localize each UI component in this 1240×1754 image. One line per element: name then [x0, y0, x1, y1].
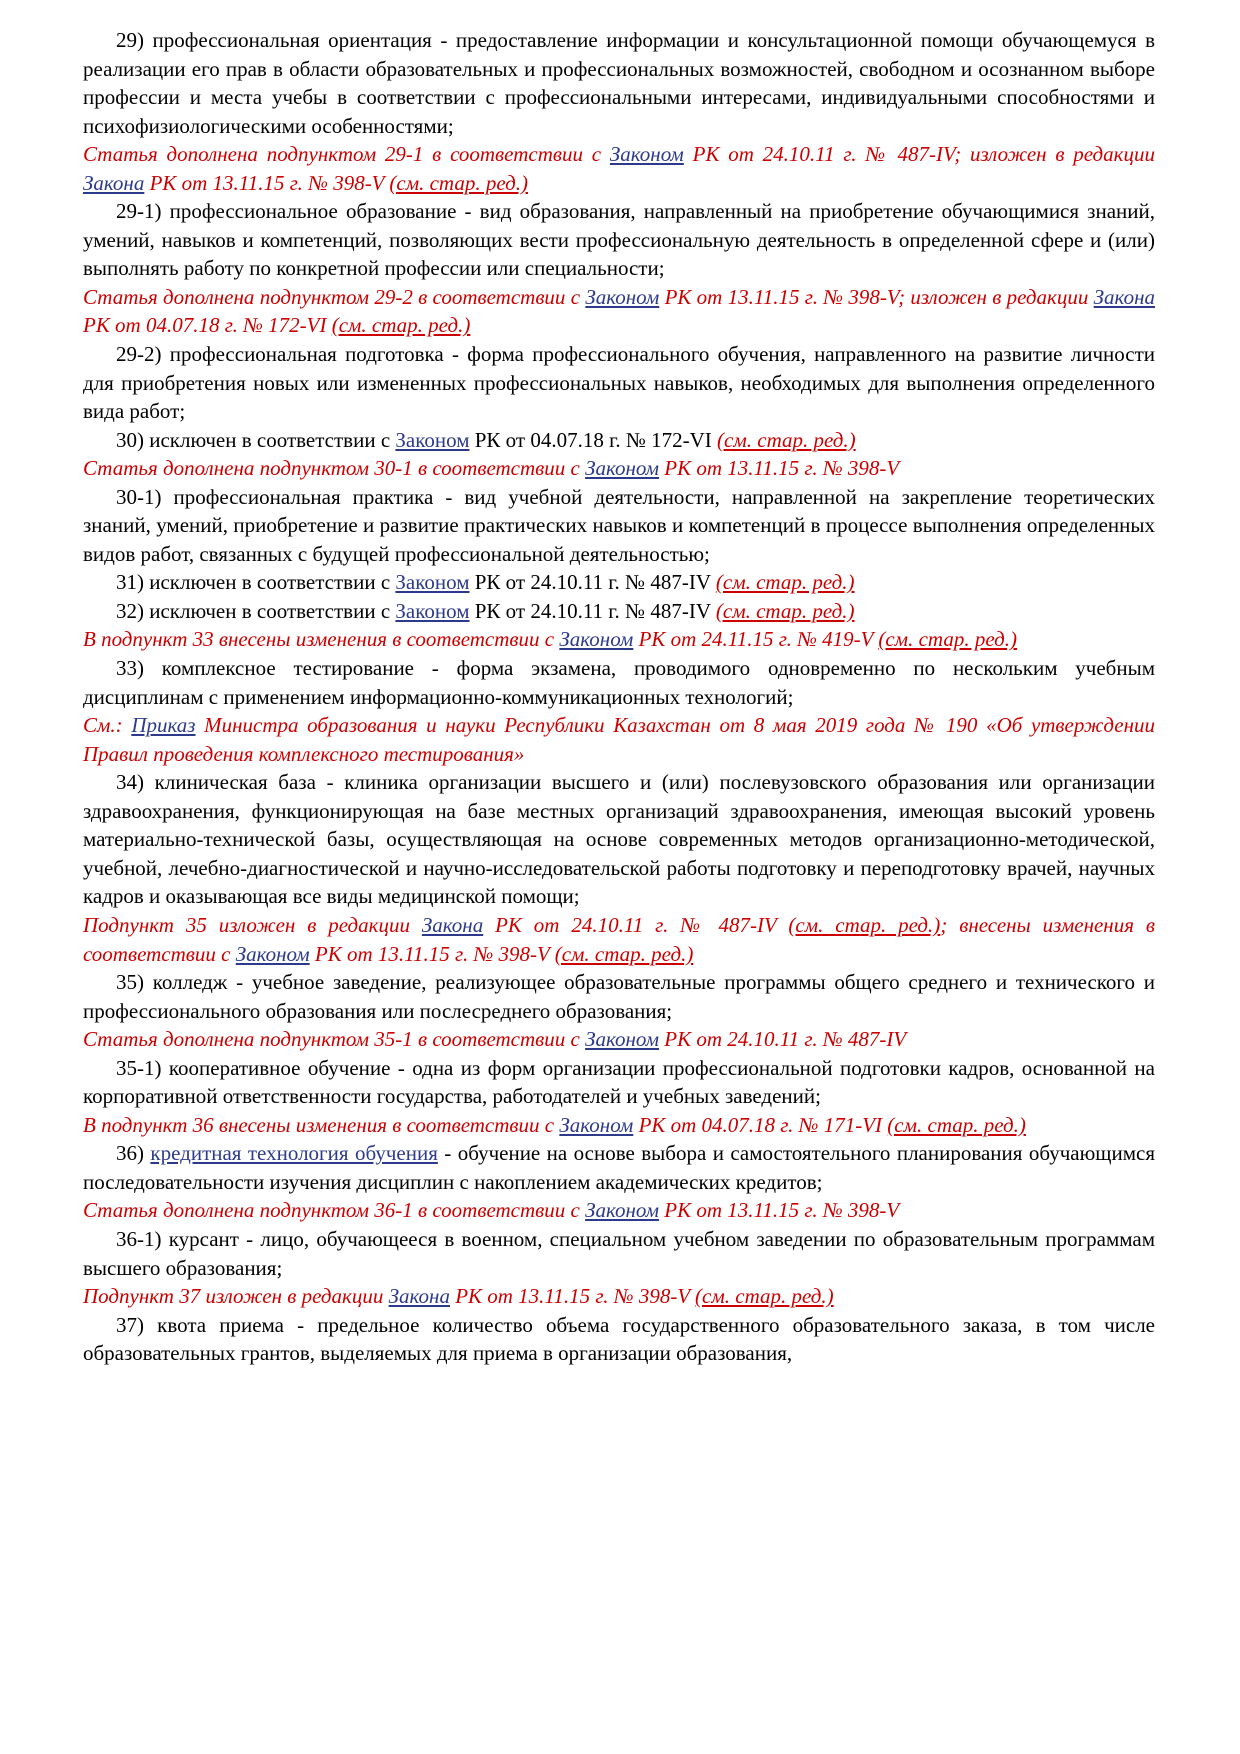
- text-run: РК от 13.11.15 г. № 398-V; изложен в редакции: [659, 284, 1094, 309]
- old-revision-link[interactable]: (см. стар. ред.): [715, 598, 855, 623]
- text-run: 31) исключен в соответствии с: [116, 570, 396, 595]
- old-revision-link[interactable]: (см. стар. ред.): [788, 912, 941, 937]
- text-run: - обучение на основе выбора и самостоятельного планирования обучающимся последовательности изучения дисциплин с накоплением академических кредитов;: [83, 1141, 1155, 1194]
- body-paragraph: [83, 768, 1155, 911]
- body-paragraph: [83, 1311, 1155, 1368]
- law-reference-link[interactable]: Законом: [585, 456, 660, 481]
- body-paragraph: [83, 1225, 1155, 1282]
- text-run: 34) клиническая база - клиника организации высшего и (или) послевузовского образования или организации здравоохранения, функционирующая на базе местных организаций здравоохранения, имеющая высокий уровень материально-технической базы, осуществляющая на основе современных методов организационно-методической, учебной, лечебно-диагностической и научно-исследовательской работы подготовку и переподготовку врачей, научных кадров и оказывающая все виды медицинской помощи;: [83, 770, 1155, 909]
- text-run: 29-2) профессиональная подготовка - форма профессионального обучения, направленного на развитие личности для приобретения новых или измененных профессиональных навыков, необходимых для выполнения определенного вида работ;: [83, 342, 1155, 424]
- text-run: РК от 24.10.11 г. № 487-IV: [483, 912, 789, 937]
- amendment-annotation: [83, 1025, 1155, 1054]
- text-run: 35-1) кооперативное обучение - одна из форм организации профессиональной подготовки кадров, основанной на корпоративной ответственности государства, работодателей и учебных заведений;: [83, 1055, 1155, 1109]
- text-run: В подпункт 33 внесены изменения в соответствии с: [83, 627, 560, 652]
- law-reference-link[interactable]: Законом: [395, 598, 470, 623]
- text-run: РК от 13.11.15 г. № 398-V: [449, 1284, 696, 1309]
- text-run: РК от 13.11.15 г. № 398-V: [659, 456, 900, 481]
- amendment-annotation: [83, 711, 1155, 768]
- text-run: Статья дополнена подпунктом 35-1 в соответствии с: [83, 1027, 586, 1052]
- text-run: Статья дополнена подпунктом 36-1 в соответствии с: [83, 1198, 586, 1223]
- body-paragraph: [83, 26, 1155, 140]
- text-run: РК от 24.11.15 г. № 419-V: [633, 627, 879, 652]
- body-paragraph: [83, 340, 1155, 426]
- text-run: Статья дополнена подпунктом 30-1 в соответствии с: [83, 456, 586, 481]
- law-reference-link[interactable]: Законом: [609, 142, 684, 167]
- text-run: РК от 13.11.15 г. № 398-V: [659, 1198, 900, 1223]
- text-run: 33) комплексное тестирование - форма экзамена, проводимого одновременно по нескольким учебным дисциплинам с применением информационно-коммуникационных технологий;: [83, 656, 1155, 709]
- law-reference-link[interactable]: Закона: [83, 170, 145, 195]
- text-run: Подпункт 35 изложен в редакции: [83, 912, 422, 937]
- old-revision-link[interactable]: (см. стар. ред.): [878, 627, 1017, 652]
- law-reference-link[interactable]: кредитная технология обучения: [150, 1141, 438, 1166]
- text-run: Статья дополнена подпунктом 29-2 в соответствии с: [83, 284, 586, 309]
- old-revision-link[interactable]: (см. стар. ред.): [331, 313, 471, 338]
- text-run: Министра образования и науки Республики Казахстан от 8 мая 2019 года № 190 «Об утверждении Правил проведения комплексного тестирования»: [83, 713, 1155, 766]
- old-revision-link[interactable]: (см. стар. ред.): [554, 941, 694, 966]
- law-reference-link[interactable]: Законом: [395, 427, 470, 452]
- text-run: РК от 24.10.11 г. № 487-IV: [469, 598, 716, 623]
- text-run: 36-1) курсант - лицо, обучающееся в военном, специальном учебном заведении по образовательным программам высшего образования;: [83, 1226, 1155, 1280]
- body-paragraph: [83, 197, 1155, 283]
- law-reference-link[interactable]: Закона: [421, 912, 484, 937]
- text-run: 30-1) профессиональная практика - вид учебной деятельности, направленной на закрепление теоретических знаний, умений, приобретение и развитие практических навыков и компетенций в процессе выполнения определенных видов работ, связанных с будущей профессиональной деятельностью;: [83, 484, 1155, 566]
- text-run: РК от 13.11.15 г. № 398-V: [144, 170, 390, 195]
- amendment-annotation: [83, 140, 1155, 197]
- amendment-annotation: [83, 911, 1155, 968]
- text-run: 29) профессиональная ориентация - предоставление информации и консультационной помощи обучающемуся в реализации его прав в области образовательных и профессиональных возможностей, свободном и осознанном выборе профессии и места учебы в соответствии с профессиональными интересами, индивидуальными способностями и психофизиологическими особенностями;: [83, 28, 1155, 138]
- amendment-annotation: [83, 625, 1155, 654]
- text-run: РК от 04.07.18 г. № 172-VI: [469, 427, 718, 452]
- amendment-annotation: [83, 454, 1155, 483]
- text-run: 35) колледж - учебное заведение, реализующее образовательные программы общего среднего и технического и профессионального образования или послесреднего образования;: [83, 970, 1155, 1023]
- law-reference-link[interactable]: Законом: [395, 570, 470, 595]
- law-reference-link[interactable]: Закона: [388, 1284, 450, 1309]
- old-revision-link[interactable]: (см. стар. ред.): [887, 1112, 1026, 1137]
- old-revision-link[interactable]: (см. стар. ред.): [695, 1284, 834, 1309]
- law-reference-link[interactable]: Законом: [585, 284, 660, 309]
- text-run: РК от 13.11.15 г. № 398-V: [309, 941, 555, 966]
- amendment-annotation: [83, 283, 1155, 340]
- text-run: 37) квота приема - предельное количество объема государственного образовательного заказа, в том числе образовательных грантов, выделяемых для приема в организации образования,: [83, 1312, 1155, 1366]
- text-run: ; внесены изменения в соответствии с: [83, 912, 1155, 966]
- body-paragraph: [83, 654, 1155, 711]
- text-run: 29-1) профессиональное образование - вид образования, направленный на приобретение обучающимися знаний, умений, навыков и компетенций, позволяющих вести профессиональную деятельность в определенной сфере и (или) выполнять работу по конкретной профессии или специальности;: [83, 199, 1155, 281]
- law-reference-link[interactable]: Законом: [585, 1027, 660, 1052]
- body-paragraph: [83, 968, 1155, 1025]
- law-reference-link[interactable]: Закона: [1093, 284, 1155, 309]
- body-paragraph: [83, 1054, 1155, 1111]
- old-revision-link[interactable]: (см. стар. ред.): [717, 427, 856, 452]
- text-run: В подпункт 36 внесены изменения в соответствии с: [83, 1112, 560, 1137]
- text-run: РК от 04.07.18 г. № 172-VI: [83, 313, 332, 338]
- text-run: РК от 24.10.11 г. № 487-IV: [469, 570, 716, 595]
- document-body: [83, 26, 1155, 1368]
- body-paragraph: [83, 426, 1155, 455]
- amendment-annotation: [83, 1196, 1155, 1225]
- law-reference-link[interactable]: Законом: [235, 941, 310, 966]
- amendment-annotation: [83, 1111, 1155, 1140]
- text-run: Статья дополнена подпунктом 29-1 в соответствии с: [83, 142, 610, 167]
- text-run: РК от 24.10.11 г. № 487-IV; изложен в редакции: [683, 142, 1156, 167]
- text-run: РК от 24.10.11 г. № 487-IV: [659, 1027, 907, 1052]
- body-paragraph: [83, 1139, 1155, 1196]
- text-run: РК от 04.07.18 г. № 171-VI: [633, 1112, 888, 1137]
- body-paragraph: [83, 597, 1155, 626]
- text-run: 30) исключен в соответствии с: [116, 427, 396, 452]
- body-paragraph: [83, 568, 1155, 597]
- old-revision-link[interactable]: (см. стар. ред.): [715, 570, 855, 595]
- text-run: Подпункт 37 изложен в редакции: [83, 1284, 389, 1309]
- law-reference-link[interactable]: Приказ: [131, 713, 196, 738]
- old-revision-link[interactable]: (см. стар. ред.): [389, 170, 529, 195]
- law-reference-link[interactable]: Законом: [585, 1198, 660, 1223]
- text-run: См.:: [83, 713, 132, 738]
- amendment-annotation: [83, 1282, 1155, 1311]
- body-paragraph: [83, 483, 1155, 569]
- law-reference-link[interactable]: Законом: [559, 627, 634, 652]
- text-run: 32) исключен в соответствии с: [116, 598, 396, 623]
- text-run: 36): [116, 1141, 151, 1166]
- law-reference-link[interactable]: Законом: [559, 1112, 634, 1137]
